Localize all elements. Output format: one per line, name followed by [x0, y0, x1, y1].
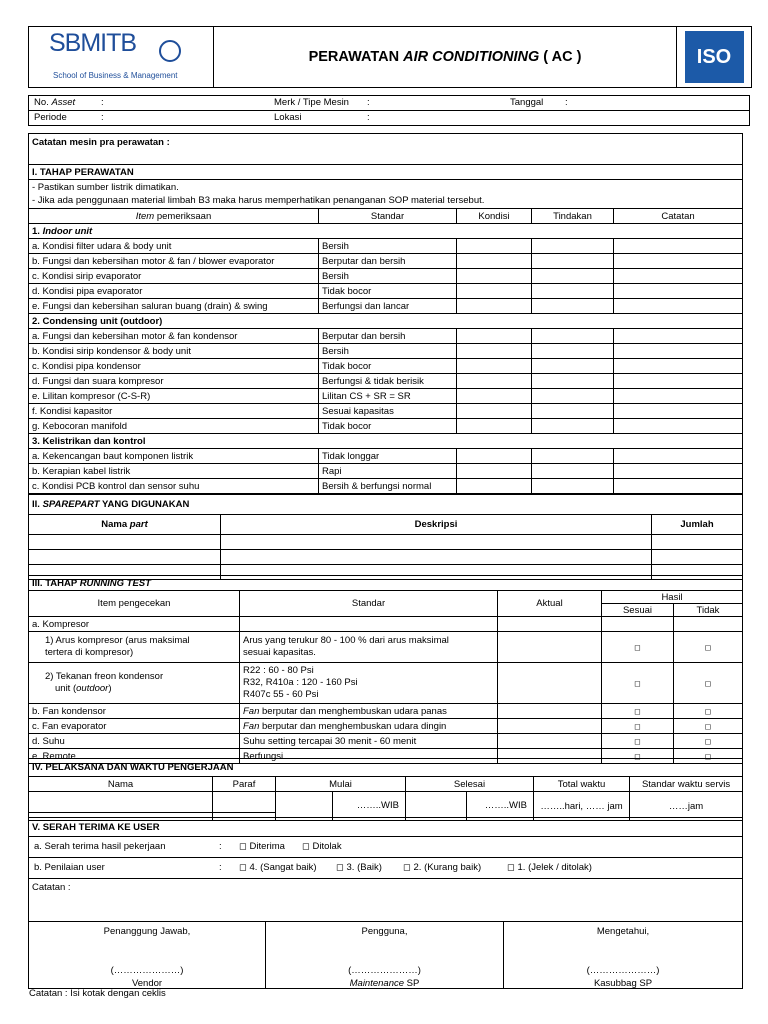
table-row — [29, 550, 743, 565]
section-3-title: III. TAHAP RUNNING TEST — [29, 576, 743, 591]
section-2-table — [28, 494, 743, 580]
table-row: d. Fungsi dan suara kompresor Berfungsi & tidak berisik — [29, 374, 743, 389]
serah-terima-row: a. Serah terima hasil pekerjaan : ◻ Diterima ◻ Ditolak — [29, 837, 743, 858]
col-total-header: Total waktu — [534, 777, 630, 792]
col-tidak-header: Tidak — [674, 604, 743, 617]
sign-mengetahui: Mengetahui, (…………………) Kasubbag SP — [504, 922, 743, 989]
info-table — [28, 95, 750, 126]
col-deskripsi-header: Deskripsi — [221, 515, 652, 535]
penilaian-row: b. Penilaian user : ◻ 4. (Sangat baik) ◻ 3. (Baik) ◻ 2. (Kurang baik) ◻ 1. (Jelek / ditolak) — [29, 858, 743, 879]
table-row: e. Lilitan kompresor (C-S-R) Lilitan CS + SR = SR — [29, 389, 743, 404]
table-row: 1) Arus kompresor (arus maksimal tertera di kompresor) Arus yang terukur 80 - 100 % dari arus maksimal sesuai kapasitas. ◻ ◻ — [29, 632, 743, 663]
section-1-table — [28, 133, 743, 494]
col-mulai-header: Mulai — [276, 777, 406, 792]
info-row-2: Periode : Lokasi : — [29, 111, 750, 126]
table-row: 2) Tekanan freon kondensor unit (outdoor) R22 : 60 - 80 Psi R32, R410a : 120 - 160 Psi R407c 55 - 60 Psi ◻ ◻ — [29, 663, 743, 704]
checkbox[interactable]: ◻ — [674, 734, 743, 749]
iso-cell — [677, 27, 752, 88]
section-2-title: II. SPAREPART YANG DIGUNAKAN — [29, 495, 743, 515]
col-aktual-header: Aktual — [498, 591, 602, 617]
logo-subtitle: School of Business & Management — [53, 71, 178, 80]
table-row: c. Kondisi sirip evaporator Bersih — [29, 269, 743, 284]
tanggal-label: Tanggal — [510, 97, 544, 108]
form-title: PERAWATAN AIR CONDITIONING ( AC ) — [214, 27, 677, 88]
logo-cell — [29, 27, 214, 88]
rating-1-checkbox[interactable]: ◻ 1. (Jelek / ditolak) — [507, 862, 592, 873]
col-paraf-header: Paraf — [213, 777, 276, 792]
col-catatan-header: Catatan — [614, 209, 743, 224]
section-4-title: IV. PELAKSANA DAN WAKTU PENGERJAAN — [29, 759, 743, 777]
table-row — [29, 535, 743, 550]
checkbox[interactable]: ◻ — [674, 663, 743, 704]
col-nama-header: Nama — [29, 777, 213, 792]
col-std-waktu-header: Standar waktu servis — [630, 777, 743, 792]
section-1-notes: - Pastikan sumber listrik dimatikan. - Jika ada penggunaan material limbah B3 maka harus memperhatikan penanganan SOP material tersebut. — [29, 180, 743, 209]
table-row: b. Fungsi dan kebersihan motor & fan / blower evaporator Berputar dan bersih — [29, 254, 743, 269]
checkbox[interactable]: ◻ — [674, 632, 743, 663]
ditolak-checkbox[interactable]: ◻ Ditolak — [302, 841, 342, 852]
table-row: f. Kondisi kapasitor Sesuai kapasitas — [29, 404, 743, 419]
col-standar-header: Standar — [240, 591, 498, 617]
col-item-header: Item pemeriksaan — [29, 209, 319, 224]
checkbox[interactable]: ◻ — [602, 632, 674, 663]
table-row: b. Kerapian kabel listrik Rapi — [29, 464, 743, 479]
table-row: c. Kondisi PCB kontrol dan sensor suhu Bersih & berfungsi normal — [29, 479, 743, 494]
sbm-logo: SBMITB — [49, 29, 137, 57]
section-1-title: I. TAHAP PERAWATAN — [29, 165, 743, 180]
checkbox[interactable]: ◻ — [674, 749, 743, 764]
checkbox[interactable]: ◻ — [674, 704, 743, 719]
table-row: a. Kekencangan baut komponen listrik Tidak longgar — [29, 449, 743, 464]
section-5-table — [28, 817, 743, 989]
rating-4-checkbox[interactable]: ◻ 4. (Sangat baik) — [239, 862, 317, 873]
rating-2-checkbox[interactable]: ◻ 2. (Kurang baik) — [403, 862, 482, 873]
seal-icon — [159, 40, 181, 62]
rating-3-checkbox[interactable]: ◻ 3. (Baik) — [336, 862, 382, 873]
periode-label: Periode — [34, 112, 67, 123]
table-row: a. Kondisi filter udara & body unit Bersih — [29, 239, 743, 254]
checkbox[interactable]: ◻ — [674, 719, 743, 734]
diterima-checkbox[interactable]: ◻ Diterima — [239, 841, 285, 852]
col-jumlah-header: Jumlah — [652, 515, 743, 535]
col-selesai-header: Selesai — [406, 777, 534, 792]
group-kelistrikan: 3. Kelistrikan dan kontrol — [29, 434, 743, 449]
merk-label: Merk / Tipe Mesin — [274, 97, 349, 108]
group-condensing: 2. Condensing unit (outdoor) — [29, 314, 743, 329]
table-row: d. Suhu Suhu setting tercapai 30 menit - 60 menit ◻ ◻ — [29, 734, 743, 749]
catatan-field[interactable]: Catatan : — [29, 879, 743, 922]
lokasi-label: Lokasi — [274, 112, 302, 123]
col-standar-header: Standar — [319, 209, 457, 224]
table-row: b. Kondisi sirip kondensor & body unit Bersih — [29, 344, 743, 359]
table-row: e. Remote Berfungsi ◻ ◻ — [29, 749, 743, 764]
col-pengecekan-header: Item pengecekan — [29, 591, 240, 617]
kompresor-label: a. Kompresor — [29, 617, 240, 632]
section-5-title: V. SERAH TERIMA KE USER — [29, 818, 743, 837]
checkbox[interactable]: ◻ — [602, 663, 674, 704]
section-3-table — [28, 575, 743, 764]
checkbox[interactable]: ◻ — [602, 704, 674, 719]
col-nama-part-header: Nama part — [29, 515, 221, 535]
col-hasil-header: Hasil — [602, 591, 743, 604]
sign-pengguna: Pengguna, (…………………) Maintenance SP — [266, 922, 504, 989]
checkbox[interactable]: ◻ — [602, 734, 674, 749]
table-row: d. Kondisi pipa evaporator Tidak bocor — [29, 284, 743, 299]
table-row: c. Kondisi pipa kondensor Tidak bocor — [29, 359, 743, 374]
table-row: g. Kebocoran manifold Tidak bocor — [29, 419, 743, 434]
sign-penanggung-jawab: Penanggung Jawab, (…………………) Vendor — [29, 922, 266, 989]
col-tindakan-header: Tindakan — [532, 209, 614, 224]
group-indoor: 1. Indoor unit — [29, 224, 743, 239]
col-kondisi-header: Kondisi — [457, 209, 532, 224]
footer-note: Catatan : Isi kotak dengan ceklis — [29, 988, 166, 999]
col-sesuai-header: Sesuai — [602, 604, 674, 617]
table-row: e. Fungsi dan kebersihan saluran buang (drain) & swing Berfungsi dan lancar — [29, 299, 743, 314]
info-row-1: No. Asset : Merk / Tipe Mesin : Tanggal : — [29, 96, 750, 111]
header-table — [28, 26, 752, 88]
iso-logo: ISO — [685, 31, 744, 83]
catatan-pra: Catatan mesin pra perawatan : — [29, 134, 743, 165]
section-4-table — [28, 758, 743, 821]
table-row: ……..WIB ……..WIB ……..hari, …… jam ……jam — [29, 792, 743, 821]
checkbox[interactable]: ◻ — [602, 719, 674, 734]
table-row: b. Fan kondensor Fan berputar dan menghembuskan udara panas ◻ ◻ — [29, 704, 743, 719]
checkbox[interactable]: ◻ — [602, 749, 674, 764]
table-row: c. Fan evaporator Fan berputar dan menghembuskan udara dingin ◻ ◻ — [29, 719, 743, 734]
table-row: a. Fungsi dan kebersihan motor & fan kondensor Berputar dan bersih — [29, 329, 743, 344]
